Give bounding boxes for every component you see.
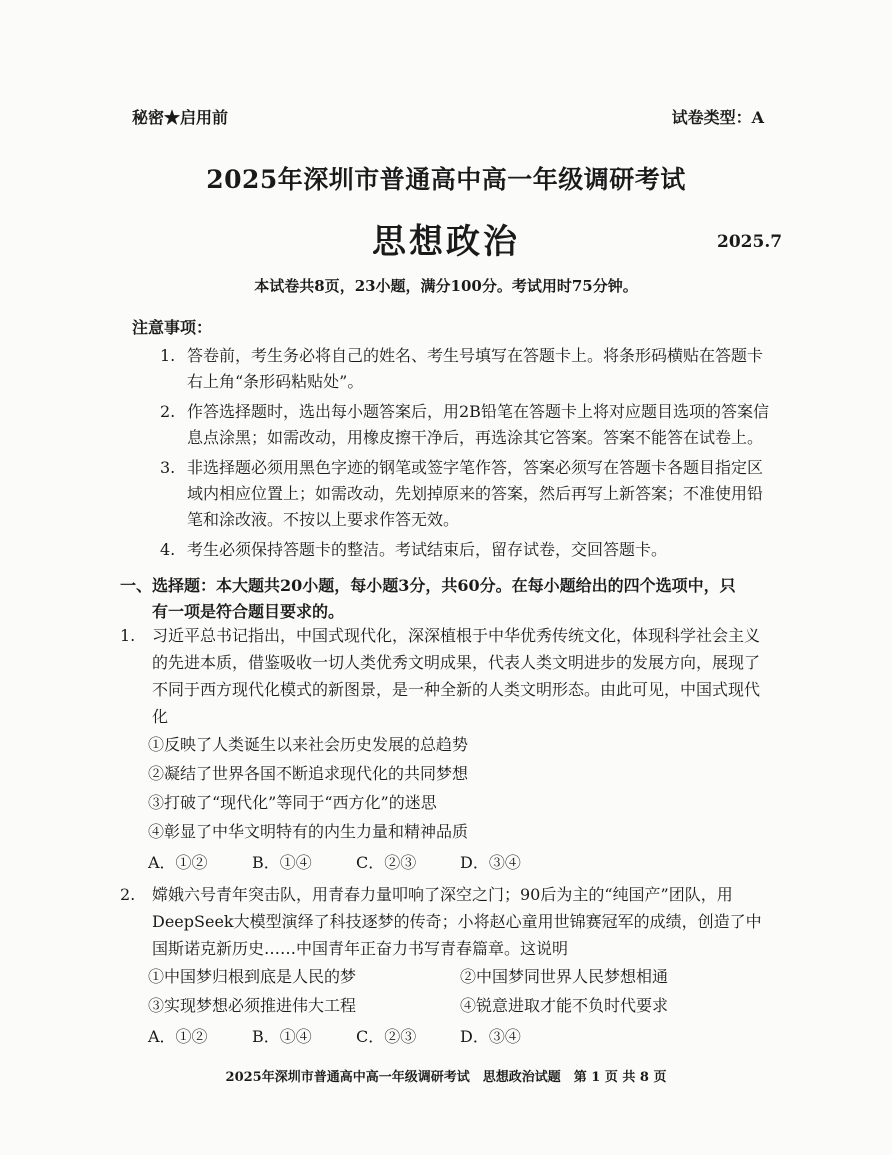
notice-item xyxy=(160,399,770,451)
statement-option: ④彰显了中华文明特有的内生力量和精神品质 xyxy=(148,822,469,841)
statement-option: ①中国梦归根到底是人民的梦 xyxy=(148,967,357,986)
question-text: 嫦娥六号青年突击队，用青春力量叩响了深空之门；90后为主的“纯国产”团队，用DeepSeek大模型演绎了科技逐梦的传奇；小将赵心童用世锦赛冠军的成绩，创造了中国斯诺克新历史……中国青年正奋力书写青春篇章。这说明 xyxy=(152,885,762,958)
answer-choice-a: A．①② xyxy=(148,853,208,872)
answer-choices xyxy=(120,1022,772,1052)
notice-item-number: 4. xyxy=(160,540,176,559)
notice-item-number: 3. xyxy=(160,458,176,477)
question-number: 2. xyxy=(120,885,136,904)
question-text: 习近平总书记指出，中国式现代化，深深植根于中华优秀传统文化，体现科学社会主义的先进本质，借鉴吸收一切人类优秀文明成果，代表人类文明进步的发展方向，展现了不同于西方现代化模式的新图景，是一种全新的人类文明形态。由此可见，中国式现代化 xyxy=(152,626,761,726)
statement-option: ④锐意进取才能不负时代要求 xyxy=(460,996,669,1015)
statement-option-row xyxy=(120,962,772,991)
statement-option: ②中国梦同世界人民梦想相通 xyxy=(460,967,669,986)
answer-choices xyxy=(120,848,772,878)
answer-choice-c: C．②③ xyxy=(356,853,417,872)
notice-item-number: 2. xyxy=(160,402,176,421)
notice-item-text: 答卷前，考生务必将自己的姓名、考生号填写在答题卡上。将条形码横贴在答题卡右上角“条形码粘贴处”。 xyxy=(187,346,764,391)
question-stem xyxy=(120,622,772,730)
question-stem xyxy=(120,881,772,962)
question-2 xyxy=(120,881,772,1052)
section-heading-line1: 一、选择题：本大题共20小题，每小题3分，共60分。在每小题给出的四个选项中，只 xyxy=(120,576,736,595)
notice-item-text: 考生必须保持答题卡的整洁。考试结束后，留存试卷，交回答题卡。 xyxy=(187,540,668,559)
paper-type-label: 试卷类型：A xyxy=(671,108,764,127)
statement-option-row xyxy=(120,991,772,1020)
notice-item xyxy=(160,537,770,563)
confidential-mark: 秘密★启用前 xyxy=(132,108,229,127)
notice-item-text: 非选择题必须用黑色字迹的钢笔或签字笔作答，答案必须写在答题卡各题目指定区域内相应位置上；如需改动，先划掉原来的答案，然后再写上新答案；不准使用铅笔和涂改液。不按以上要求作答无效。 xyxy=(187,458,764,529)
answer-choice-b: B．①④ xyxy=(252,1027,312,1046)
question-1 xyxy=(120,622,772,878)
answer-choice-d: D．③④ xyxy=(460,1027,521,1046)
answer-choice-a: A．①② xyxy=(148,1027,208,1046)
notice-list xyxy=(160,343,770,567)
subject-title: 思想政治 xyxy=(372,222,520,262)
exam-date: 2025.7 xyxy=(717,232,783,252)
notice-item-number: 1. xyxy=(160,346,176,365)
answer-choice-c: C．②③ xyxy=(356,1027,417,1046)
question-number: 1. xyxy=(120,626,136,645)
notice-item xyxy=(160,343,770,395)
answer-choice-b: B．①④ xyxy=(252,853,312,872)
exam-title: 2025年深圳市普通高中高一年级调研考试 xyxy=(206,165,686,194)
paper-summary: 本试卷共8页，23小题，满分100分。考试用时75分钟。 xyxy=(254,277,638,295)
statement-option: ②凝结了世界各国不断追求现代化的共同梦想 xyxy=(148,764,469,783)
notice-heading: 注意事项： xyxy=(132,318,213,337)
notice-item xyxy=(160,455,770,533)
page-footer: 2025年深圳市普通高中高一年级调研考试 思想政治试题 第 1 页 共 8 页 xyxy=(225,1070,667,1085)
statement-option: ③打破了“现代化”等同于“西方化”的迷思 xyxy=(148,793,437,812)
notice-item-text: 作答选择题时，选出每小题答案后，用2B铅笔在答题卡上将对应题目选项的答案信息点涂黑；如需改动，用橡皮擦干净后，再选涂其它答案。答案不能答在试卷上。 xyxy=(187,402,769,447)
section-heading-line2: 有一项是符合题目要求的。 xyxy=(152,602,345,621)
section-heading xyxy=(120,573,772,625)
answer-choice-d: D．③④ xyxy=(460,853,521,872)
statement-option: ③实现梦想必须推进伟大工程 xyxy=(148,996,357,1015)
statement-option: ①反映了人类诞生以来社会历史发展的总趋势 xyxy=(148,735,469,754)
